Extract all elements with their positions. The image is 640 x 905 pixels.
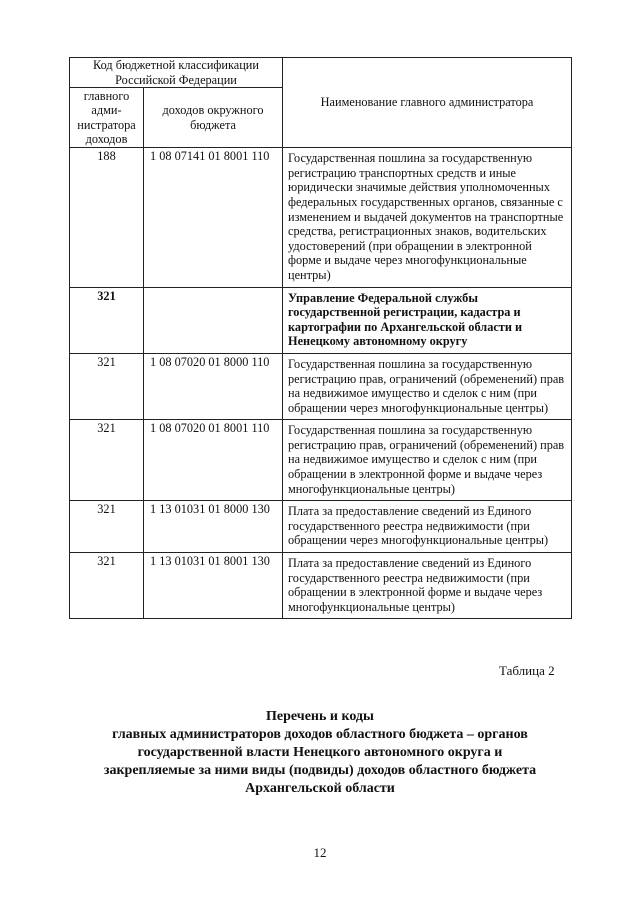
admin-name-cell: Управление Федеральной службы государственной регистрации, кадастра и картографии по Архангельской области и Ненецкому автономному округу [283, 287, 572, 353]
income-code-cell: 1 08 07020 01 8001 110 [144, 420, 283, 501]
admin-code-cell: 321 [70, 553, 144, 619]
page-number: 12 [313, 845, 327, 860]
table-row [70, 501, 572, 553]
admin-code-cell: 321 [70, 501, 144, 553]
income-code-cell: 1 13 01031 01 8001 130 [144, 553, 283, 619]
admin-name-cell: Плата за предоставление сведений из Единого государственного реестра недвижимости (при обращении через многофункциональные центры) [283, 501, 572, 553]
table-row [70, 420, 572, 501]
title-line: главных администраторов доходов областного бюджета – органов [112, 727, 528, 742]
admin-name-cell: Плата за предоставление сведений из Единого государственного реестра недвижимости (при обращении в электронной форме и выдаче через многофункциональные центры) [283, 553, 572, 619]
income-code-cell: 1 08 07141 01 8001 110 [144, 148, 283, 287]
table-caption: Таблица 2 [499, 663, 555, 678]
income-code-cell: 1 13 01031 01 8000 130 [144, 501, 283, 553]
title-line: Перечень и коды [266, 709, 374, 724]
admin-code-cell: 321 [70, 353, 144, 419]
table-row [70, 553, 572, 619]
title-line: государственной власти Ненецкого автономного округа и [137, 745, 503, 760]
income-code-cell [144, 287, 283, 353]
admin-code-cell: 321 [70, 420, 144, 501]
admin-name-cell: Государственная пошлина за государственную регистрацию прав, ограничений (обременений) прав на недвижимое имущество и сделок с ним (при обращении в электронной форме и выдаче через многофункциональные центры) [283, 420, 572, 501]
section-title [60, 708, 580, 798]
admin-name-cell: Государственная пошлина за государственную регистрацию транспортных средств и иные юридически значимые действия уполномоченных федеральных государственных органов, связанные с изменением и выдачей документов на транспортные средства, регистрационных знаков, водительских удостоверений (при обращении в электронной форме и выдаче через многофункциональные центры) [283, 148, 572, 287]
admin-code-cell: 321 [70, 287, 144, 353]
header-admin-code: главного адми-нистратора доходов [70, 88, 144, 148]
table-row [70, 287, 572, 353]
admin-code-cell: 188 [70, 148, 144, 287]
admin-name-cell: Государственная пошлина за государственную регистрацию прав, ограничений (обременений) прав на недвижимое имущество и сделок с ним (при обращении через многофункциональные центры) [283, 353, 572, 419]
header-admin-name: Наименование главного администратора [283, 58, 572, 148]
title-line: закрепляемые за ними виды (подвиды) доходов областного бюджета [103, 763, 537, 778]
budget-table [69, 57, 572, 619]
header-budget-classification: Код бюджетной классификации Российской Федерации [70, 58, 283, 88]
header-income-code: доходов окружного бюджета [144, 88, 283, 148]
title-line: Архангельской области [245, 781, 395, 796]
table-row [70, 353, 572, 419]
table-row [70, 148, 572, 287]
income-code-cell: 1 08 07020 01 8000 110 [144, 353, 283, 419]
